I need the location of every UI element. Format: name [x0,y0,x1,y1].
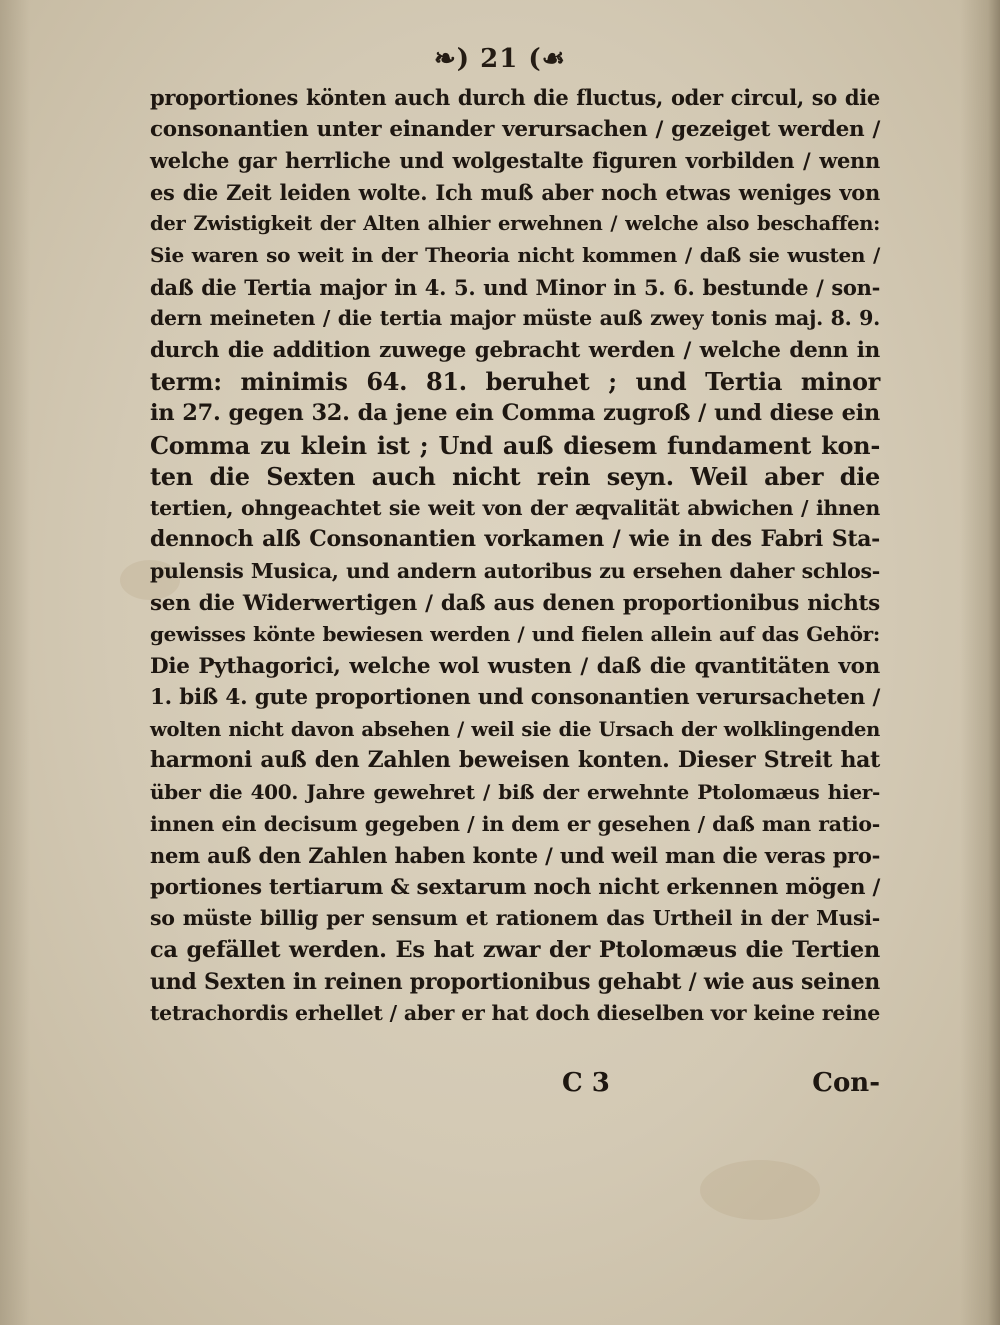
text-line: ca gefället werden. Es hat zwar der Ptolomæus die Tertien [150,937,880,964]
text-line: wolten nicht davon absehen / weil sie die Ursach der wolklingenden [150,717,880,741]
text-line: Sie waren so weit in der Theoria nicht kommen / daß sie wusten / [150,242,880,267]
text-line: daß die Tertia major in 4. 5. und Minor in 5. 6. bestunde / son- [150,274,880,300]
text-line: sen die Widerwertigen / daß aus denen proportionibus nichts [150,590,880,616]
page-footer [150,1068,880,1102]
text-line: consonantien unter einander verursachen / gezeiget werden / [150,116,880,142]
text-line: so müste billig per sensum et rationem das Urtheil in der Musi- [150,906,880,931]
paper-stain [700,1160,820,1220]
text-line: Comma zu klein ist ; Und auß diesem fundament kon- [150,430,880,460]
page-edge-shadow [960,0,1000,1325]
text-line: der Zwistigkeit der Alten alhier erwehnen / welche also beschaffen: [150,212,880,236]
signature-mark: C 3 [562,1068,610,1098]
catchword: Con- [812,1068,880,1098]
text-line: durch die addition zuwege gebracht werden / welche denn in [150,337,880,363]
text-line: harmoni auß den Zahlen beweisen konten. Dieser Streit hat [150,747,880,774]
text-line: nem auß den Zahlen haben konte / und weil man die veras pro- [150,843,880,869]
text-line: dern meineten / die tertia major müste auß zwey tonis maj. 8. 9. [150,306,880,331]
text-line: welche gar herrliche und wolgestalte figuren vorbilden / wenn [150,148,880,174]
text-line: ten die Sexten auch nicht rein seyn. Weil aber die [150,462,880,492]
text-line: Die Pythagorici, welche wol wusten / daß die qvantitäten von [150,653,880,679]
text-line: gewisses könte bewiesen werden / und fielen allein auf das Gehör: [150,622,880,647]
text-line: in 27. gegen 32. da jene ein Comma zugroß / und diese ein [150,399,880,426]
text-line: innen ein decisum gegeben / in dem er gesehen / daß man ratio- [150,811,880,836]
text-line: proportiones könten auch durch die fluctus, oder circul, so die [150,85,880,110]
page-number-header: ❧) 21 (☙ [434,44,566,74]
body-text [150,82,880,1030]
text-line: 1. biß 4. gute proportionen und consonantien verursacheten / [150,685,880,711]
text-line: über die 400. Jahre gewehret / biß der erwehnte Ptolomæus hier- [150,780,880,805]
text-line: portiones tertiarum & sextarum noch nicht erkennen mögen / [150,874,880,900]
text-line: pulensis Musica, und andern autoribus zu ersehen daher schlos- [150,558,880,583]
text-line: es die Zeit leiden wolte. Ich muß aber noch etwas weniges von [150,179,880,205]
text-line: dennoch alß Consonantien vorkamen / wie in des Fabri Sta- [150,526,880,553]
page-gutter-shadow [0,0,30,1325]
text-line: term: minimis 64. 81. beruhet ; und Tertia minor [150,367,880,397]
text-line: tertien, ohngeachtet sie weit von der æqvalität abwichen / ihnen [150,495,880,520]
text-line: tetrachordis erhellet / aber er hat doch dieselben vor keine reine [150,1001,880,1026]
text-line: und Sexten in reinen proportionibus gehabt / wie aus seinen [150,968,880,995]
